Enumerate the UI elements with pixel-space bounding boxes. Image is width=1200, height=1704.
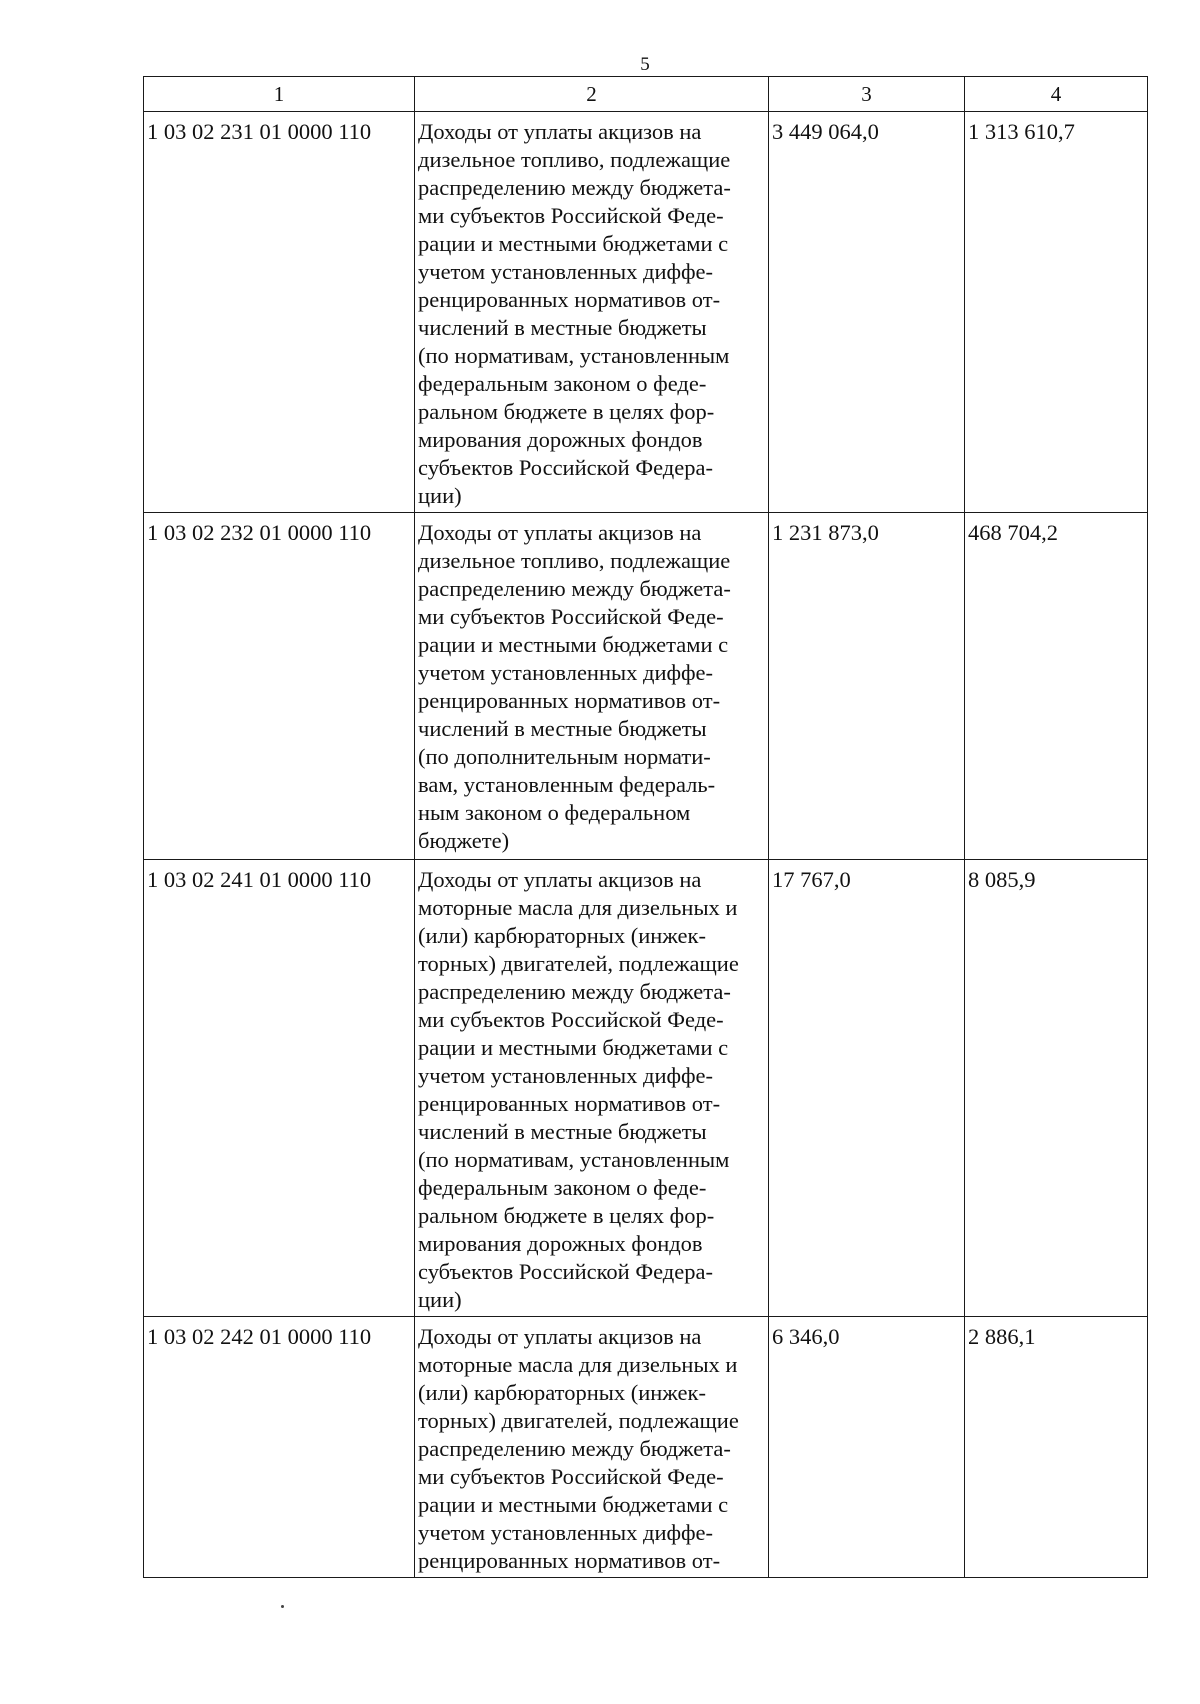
description-cell: Доходы от уплаты акцизов на моторные масла для дизельных и (или) карбюраторных (инжек- торных) двигателей, подлежащие распределению между бюджета- ми субъектов Российской Феде- рации и местными бюджетами с учетом установленных диффе- ренцированных нормативов от- числений в местные бюджеты (по нормативам, установленным федеральным законом о феде- ральном бюджете в целях фор- мирования дорожных фондов субъектов Российской Федера- ции) — [415, 860, 769, 1317]
amount-col3-cell: 1 231 873,0 — [769, 513, 965, 860]
table-row — [144, 1317, 1148, 1578]
amount-col4-cell: 2 886,1 — [965, 1317, 1148, 1578]
table-row — [144, 513, 1148, 860]
header-col-4: 4 — [965, 77, 1148, 112]
amount-col4-cell: 8 085,9 — [965, 860, 1148, 1317]
description-cell: Доходы от уплаты акцизов на дизельное топливо, подлежащие распределению между бюджета- ми субъектов Российской Феде- рации и местными бюджетами с учетом установленных диффе- ренцированных нормативов от- числений в местные бюджеты (по нормативам, установленным федеральным законом о феде- ральном бюджете в целях фор- мирования дорожных фондов субъектов Российской Федера- ции) — [415, 112, 769, 513]
scan-speck — [281, 1605, 284, 1608]
table-row — [144, 860, 1148, 1317]
amount-col4-cell: 1 313 610,7 — [965, 112, 1148, 513]
amount-col3-cell: 17 767,0 — [769, 860, 965, 1317]
description-cell: Доходы от уплаты акцизов на дизельное топливо, подлежащие распределению между бюджета- ми субъектов Российской Феде- рации и местными бюджетами с учетом установленных диффе- ренцированных нормативов от- числений в местные бюджеты (по дополнительным нормати- вам, установленным федераль- ным законом о федеральном бюджете) — [415, 513, 769, 860]
header-col-2: 2 — [415, 77, 769, 112]
header-col-3: 3 — [769, 77, 965, 112]
header-col-1: 1 — [144, 77, 415, 112]
description-cell: Доходы от уплаты акцизов на моторные масла для дизельных и (или) карбюраторных (инжек- торных) двигателей, подлежащие распределению между бюджета- ми субъектов Российской Феде- рации и местными бюджетами с учетом установленных диффе- ренцированных нормативов от- — [415, 1317, 769, 1578]
amount-col3-cell: 6 346,0 — [769, 1317, 965, 1578]
table-header — [144, 77, 1148, 112]
amount-col3-cell: 3 449 064,0 — [769, 112, 965, 513]
revenue-table — [143, 76, 1148, 1578]
budget-code-cell: 1 03 02 241 01 0000 110 — [144, 860, 415, 1317]
page-number: 5 — [640, 54, 650, 75]
amount-col4-cell: 468 704,2 — [965, 513, 1148, 860]
header-row — [144, 77, 1148, 112]
budget-code-cell: 1 03 02 232 01 0000 110 — [144, 513, 415, 860]
table-body — [144, 112, 1148, 1578]
budget-code-cell: 1 03 02 242 01 0000 110 — [144, 1317, 415, 1578]
budget-code-cell: 1 03 02 231 01 0000 110 — [144, 112, 415, 513]
table-row — [144, 112, 1148, 513]
